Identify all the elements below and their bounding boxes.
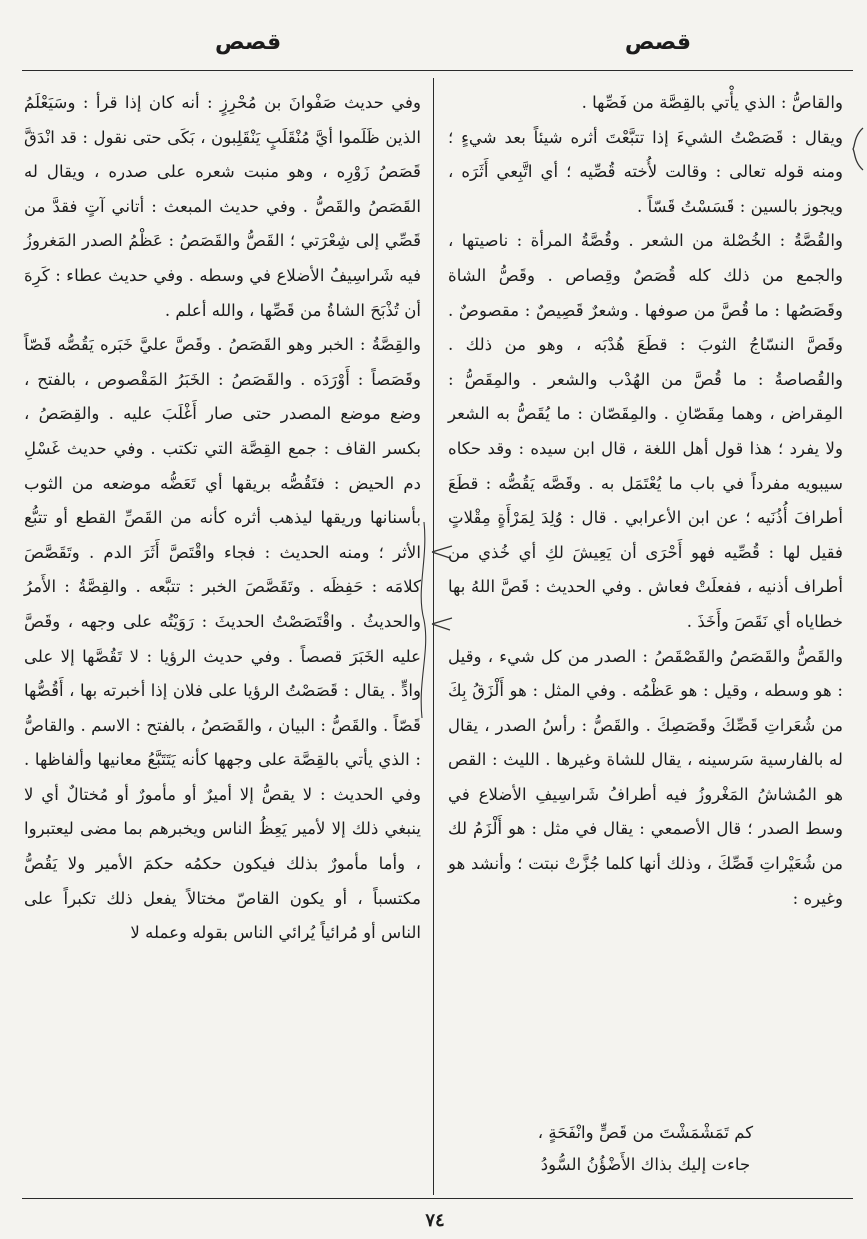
entry-paragraph: والقَصُّ والقَصَصُ والقَصْقَصُ : الصدر من كل شيء ، وقيل : هو وسطه ، وقيل : هو عَظْمُه . وفي المثل : هو أَلْزَقُ بِكَ من شُعَراتِ قَصِّكَ وقَصَصِكَ . والقَصُّ : رأسُ الصدر ، يقال له بالفارسية سَرسينه ، يقال للشاة وغيرها . الليث : القص هو المُشاشُ المَغْروزُ فيه أطرافُ شَراسِيفِ الأضلاع في وسط الصدر ؛ قال الأصمعي : يقال في مثل : هو أَلْزَمُ لك من شُعَيْراتِ قَصِّكَ ، وذلك أنها كلما جُزَّتْ نبتت ؛ وأنشد هو وغيره : — [448, 646, 843, 908]
running-head-right: قصص — [624, 30, 691, 55]
left-column — [24, 86, 421, 951]
right-column — [448, 86, 843, 916]
poetry-verse — [448, 1117, 843, 1181]
margin-bracket-mark — [851, 126, 865, 172]
column-divider — [433, 78, 434, 1195]
page-number: ٧٤ — [425, 1210, 445, 1231]
entry-paragraph: وفي حديث صَفْوانَ بن مُحْرِزٍ : أنه كان إذا قرأ : وسَيَعْلَمُ الذين ظَلَموا أيَّ مُنْقَلَبٍ يَنْقَلِبون ، بَكَى حتى نقول : قد انْدَقَّ قَصَصُ زَوْرِه ، وهو منبت شعره على صدره ، ويقال له القَصَصُ والقَصُّ . وفي حديث المبعث : أتاني آتٍ فقدَّ من قَصِّي إلى شِعْرَتي ؛ القَصُّ والقَصَصُ : عَظْمُ الصدر المَغروزُ فيه شَراسِيفُ الأضلاع في وسطه . وفي حديث عطاء : كَرِهَ أن تُذْبَحَ الشاةُ من قَصِّها ، والله أعلم . — [24, 93, 421, 320]
header-rule — [22, 70, 853, 71]
entry-paragraph: ويقال : قَصَصْتُ الشيءَ إذا تتبَّعْتَ أثره شيئاً بعد شيءٍ ؛ ومنه قوله تعالى : وقالت لأُخته قُصِّيه ؛ أي اتَّبِعي أَثَرَه ، ويجوز بالسين : قَسَسْتُ قَسّاً . — [448, 127, 843, 216]
entry-paragraph: والقاصُّ : الذي يأْتي بالقِصَّة من فَصِّها . — [581, 93, 843, 112]
entry-paragraph: والقُصَّةُ : الخُصْلة من الشعر . وقُصَّةُ المرأة : ناصيتها ، والجمع من ذلك كله قُصَصٌ وقِصاص . وقَصُّ الشاة وقَصَصُها : ما قُصَّ من صوفها . وشعرٌ قَصِيصٌ : مقصوصٌ . وقَصَّ النسّاجُ الثوبَ : قطَعَ هُدْبَه ، وهو من ذلك . والقُصاصةُ : ما قُصَّ من الهُدْب والشعر . والمِقَصُّ : المِقراض ، وهما مِقَصّانِ . والمِقَصّان : ما يُقَصُّ به الشعر ولا يفرد ؛ هذا قول أهل اللغة ، قال ابن سيده : وقد حكاه سيبويه مفرداً في باب ما يُعْتَمَل به . وقَصَّه يَقُصُّه : قطَعَ أطرافَ أُذُنَيه ؛ عن ابن الأعرابي . قال : وُلِدَ لِمَرْأَةٍ مِقْلاتٍ فقيل لها : قُصِّيه فهو أَحْرَى أن يَعِيشَ لكِ أي خُذي من أطراف أذنيه ، ففعلَتْ فعاش . وفي الحديث : قَصَّ اللهُ بها خطاياه أي نَقَصَ وأَخَذَ . — [448, 231, 843, 631]
running-head-left: قصص — [215, 30, 282, 55]
entry-paragraph: والقِصَّةُ : الخبر وهو القَصَصُ . وقَصَّ عليَّ خَبَره يَقُصُّه قَصّاً وقَصَصاً : أَوْرَدَه . والقَصَصُ : الخَبَرُ المَقْصوص ، بالفتح ، وضع موضع المصدر حتى صار أَغْلَبَ عليه . والقِصَصُ ، بكسر القاف : جمع القِصَّة التي تكتب . وفي حديث غَسْلِ دم الحيض : فتَقُصُّه بريقها أي تَعَضُّه موضعه من الثوب بأسنانها وريقها ليذهب أثره كأنه من القَصِّ القطع أو تتبُّع الأثر ؛ ومنه الحديث : فجاء واقْتَصَّ أَثَرَ الدم . وتَقَصَّصَ كلامَه : حَفِظَه . وتَقَصَّصَ الخبر : تتبَّعه . والقِصَّةُ : الأَمرُ والحديثُ . واقْتَصَصْتُ الحديثَ : رَوَيْتُه على وجهه ، وقَصَّ عليه الخَبَرَ قصصاً . وفي حديث الرؤيا : لا تَقُصَّها إلا على وادٍّ . يقال : قَصَصْتُ الرؤيا على فلان إذا أخبرته بها ، أَقُصُّها قَصّاً . والقَصُّ : البيان ، والقَصَصُ ، بالفتح : الاسم . والقاصُّ : الذي يأتي بالقِصَّة على وجهها كأنه يَتَتَبَّعُ معانيها وألفاظها . وفي الحديث : لا يقصُّ إلا أميرٌ أو مأمورٌ أو مُختالٌ أي لا ينبغي ذلك إلا لأمير يَعِظُ الناس ويخبرهم بما مضى ليعتبروا ، وأما مأمورٌ بذلك فيكون حكمُه حكمَ الأمير ولا يَقُصُّ مكتسباً ، أو يكون القاصّ مختالاً يفعل ذلك تكبراً على الناس أو مُرائياً يُرائي الناس بقوله وعمله لا — [24, 335, 421, 943]
verse-line: كم تَمَشْمَشْتَ من قَصٍّ وانْفَحَةٍ ، — [537, 1123, 754, 1142]
footer-rule — [22, 1198, 853, 1199]
verse-line: جاءت إليك بذاك الأَضْؤُنُ السُّودُ — [540, 1155, 751, 1174]
